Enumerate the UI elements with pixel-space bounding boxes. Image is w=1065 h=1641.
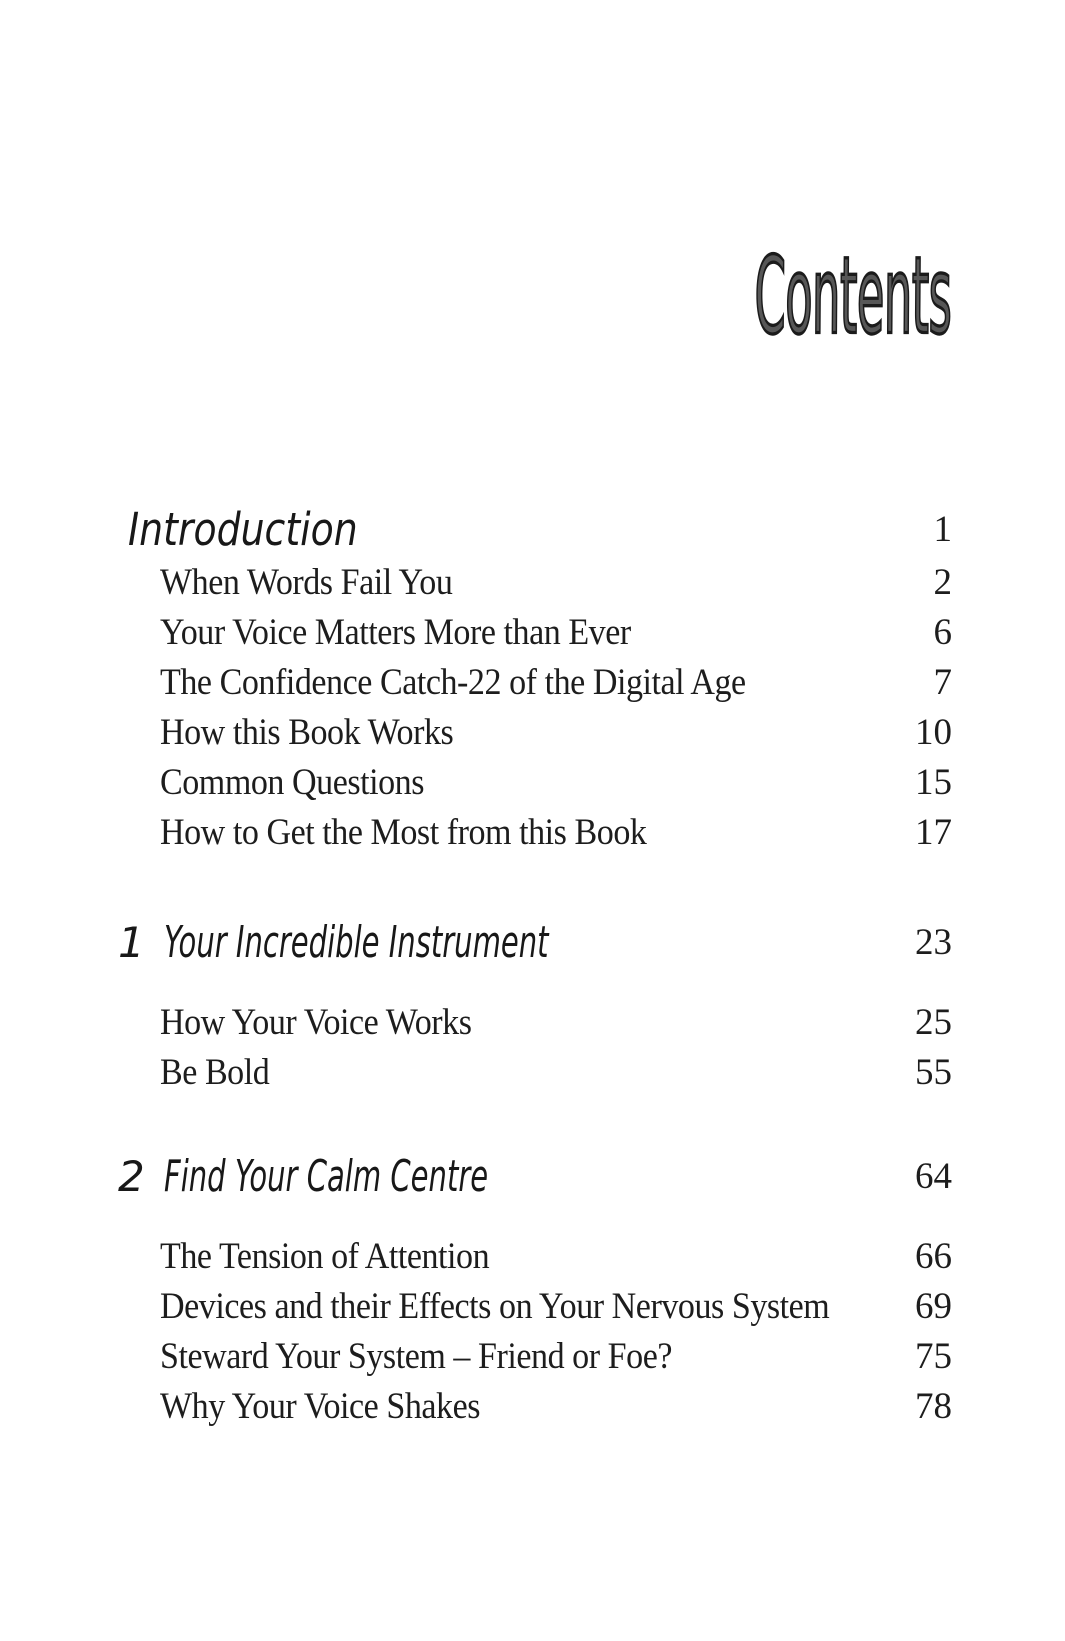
toc-entry [128, 1232, 952, 1282]
page-number: 23 [915, 922, 952, 963]
entry-label: How to Get the Most from this Book [160, 812, 647, 853]
entry-label: Steward Your System – Friend or Foe? [160, 1336, 672, 1377]
toc-entry [128, 708, 952, 758]
toc-entry-chapter-1 [118, 914, 952, 972]
entry-label: Devices and their Effects on Your Nervous System [160, 1286, 830, 1327]
chapter-number: 2 [118, 1152, 145, 1201]
page-number: 25 [915, 1002, 952, 1043]
page-number: 1 [933, 509, 952, 550]
toc-section-chapter-1 [118, 914, 952, 1098]
entry-label: When Words Fail You [160, 562, 453, 603]
page-number: 6 [933, 612, 952, 653]
page-number: 10 [915, 712, 952, 753]
page-number: 78 [915, 1386, 952, 1427]
page-number: 17 [915, 812, 952, 853]
toc-section-introduction [128, 502, 952, 858]
toc-entry [128, 1382, 952, 1432]
chapter-number: 1 [118, 918, 145, 967]
entry-label: Your Voice Matters More than Ever [160, 612, 631, 653]
toc-entry [128, 1282, 952, 1332]
toc-entry [128, 1332, 952, 1382]
entry-label: How this Book Works [160, 712, 454, 753]
toc-entry [128, 1048, 952, 1098]
page-number: 64 [915, 1156, 952, 1197]
page-number: 55 [915, 1052, 952, 1093]
page-number: 2 [933, 562, 952, 603]
entry-label: The Confidence Catch-22 of the Digital Age [160, 662, 746, 703]
page-number: 7 [933, 662, 952, 703]
entry-label: Be Bold [160, 1052, 270, 1093]
section-title: Introduction [128, 503, 358, 556]
toc-entry-chapter-2 [118, 1148, 952, 1206]
toc-entry [128, 758, 952, 808]
section-title: Your Incredible Instrument [164, 917, 549, 968]
page-number: 15 [915, 762, 952, 803]
toc-entry [128, 998, 952, 1048]
section-title: Find Your Calm Centre [164, 1151, 489, 1202]
toc-section-chapter-2 [118, 1148, 952, 1432]
toc-entry [128, 608, 952, 658]
page-number: 66 [915, 1236, 952, 1277]
entry-label: The Tension of Attention [160, 1236, 490, 1277]
page-number: 75 [915, 1336, 952, 1377]
toc-entry [128, 658, 952, 708]
entry-label: Common Questions [160, 762, 425, 803]
table-of-contents [118, 502, 952, 1432]
toc-entry [128, 808, 952, 858]
page-number: 69 [915, 1286, 952, 1327]
toc-entry-introduction [128, 502, 952, 558]
page-title: Contents [754, 233, 953, 358]
toc-entry [128, 558, 952, 608]
entry-label: How Your Voice Works [160, 1002, 472, 1043]
entry-label: Why Your Voice Shakes [160, 1386, 481, 1427]
